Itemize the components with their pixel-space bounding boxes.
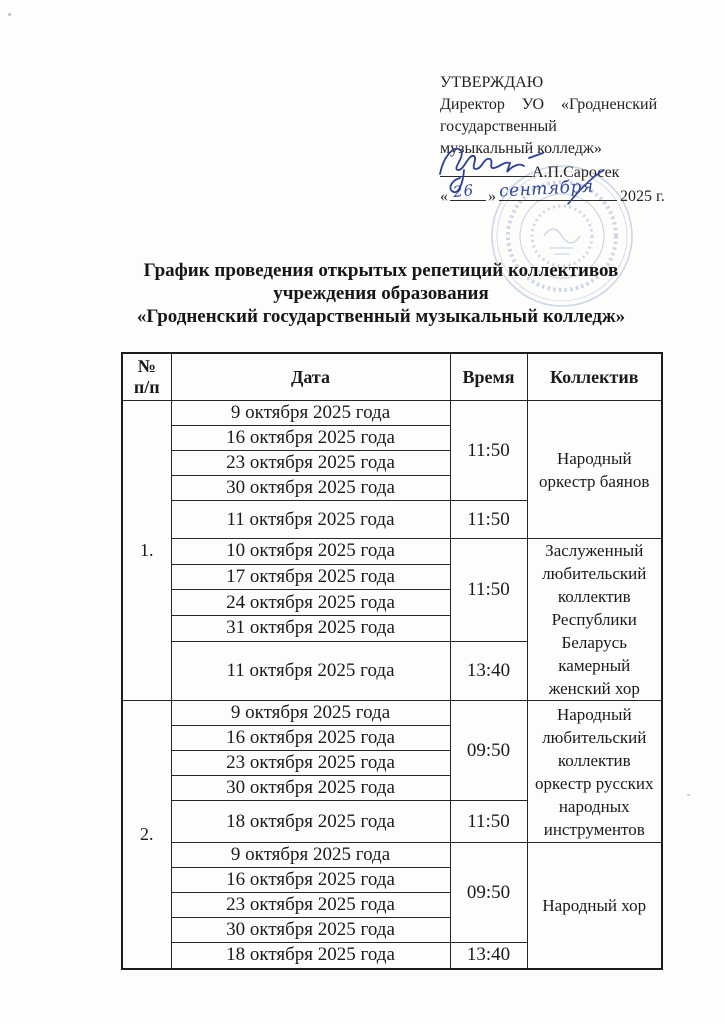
time-cell: 13:40 [450, 943, 527, 969]
date-cell: 23 октября 2025 года [171, 893, 450, 918]
date-cell: 16 октября 2025 года [171, 868, 450, 893]
date-cell: 9 октября 2025 года [171, 401, 450, 426]
date-cell: 23 октября 2025 года [171, 451, 450, 476]
signature-blank [440, 164, 532, 177]
handwritten-day: 26 [452, 180, 475, 202]
table-header-row [122, 353, 662, 401]
header-date: Дата [171, 353, 450, 401]
time-cell: 13:40 [450, 641, 527, 701]
collective-cell: Народный оркестр баянов [527, 401, 662, 539]
schedule-table [121, 352, 663, 970]
quote-open: « [440, 188, 448, 205]
signature-line [440, 162, 670, 184]
day-blank [450, 188, 486, 201]
title-line: учреждения образования [273, 283, 489, 304]
date-cell: 9 октября 2025 года [171, 701, 450, 726]
date-cell: 11 октября 2025 года [171, 501, 450, 539]
table-row [122, 401, 662, 426]
scan-speck [8, 13, 11, 16]
row-number: 2. [122, 701, 171, 969]
time-cell: 09:50 [450, 701, 527, 801]
row-number: 1. [122, 401, 171, 701]
date-cell: 18 октября 2025 года [171, 943, 450, 969]
header-collective: Коллектив [527, 353, 662, 401]
time-cell: 11:50 [450, 401, 527, 501]
quote-close: » [488, 188, 496, 205]
header-num: № п/п [122, 353, 171, 401]
time-cell: 11:50 [450, 539, 527, 642]
time-cell: 09:50 [450, 843, 527, 943]
approval-heading: УТВЕРЖДАЮ [440, 74, 544, 91]
date-cell: 16 октября 2025 года [171, 726, 450, 751]
month-blank [499, 188, 617, 201]
title-line: «Гродненский государственный музыкальный колледж» [136, 306, 626, 327]
handwritten-month: сентября [498, 176, 595, 202]
collective-cell: Народный хор [527, 843, 662, 969]
date-cell: 10 октября 2025 года [171, 539, 450, 565]
table-row [122, 701, 662, 726]
header-time: Время [450, 353, 527, 401]
org-name-line: государственный [440, 118, 557, 135]
date-cell: 30 октября 2025 года [171, 918, 450, 943]
collective-cell: Народный любительский коллектив оркестр русских народных инструментов [527, 701, 662, 843]
date-cell: 18 октября 2025 года [171, 801, 450, 843]
year-suffix: 2025 г. [620, 188, 665, 205]
date-cell: 30 октября 2025 года [171, 776, 450, 801]
schedule-table-container [121, 352, 663, 970]
date-cell: 9 октября 2025 года [171, 843, 450, 868]
time-cell: 11:50 [450, 801, 527, 843]
date-cell: 24 октября 2025 года [171, 590, 450, 616]
approval-date-line [440, 186, 670, 208]
table-row [122, 539, 662, 565]
title-line: График проведения открытых репетиций коллективов [143, 260, 619, 281]
date-cell: 30 октября 2025 года [171, 476, 450, 501]
time-cell: 11:50 [450, 501, 527, 539]
date-cell: 17 октября 2025 года [171, 564, 450, 590]
scan-speck [687, 794, 690, 796]
table-row [122, 843, 662, 868]
collective-cell: Заслуженный любительский коллектив Республики Беларусь камерный женский хор [527, 539, 662, 701]
signee-name: А.П.Саросек [532, 164, 620, 181]
date-cell: 31 октября 2025 года [171, 615, 450, 641]
approval-block [440, 72, 670, 208]
org-name-line: музыкальный колледж» [440, 140, 602, 157]
document-title [28, 259, 724, 328]
date-cell: 11 октября 2025 года [171, 641, 450, 701]
org-name-line: Директор УО «Гродненский [440, 96, 658, 113]
date-cell: 16 октября 2025 года [171, 426, 450, 451]
date-cell: 23 октября 2025 года [171, 751, 450, 776]
